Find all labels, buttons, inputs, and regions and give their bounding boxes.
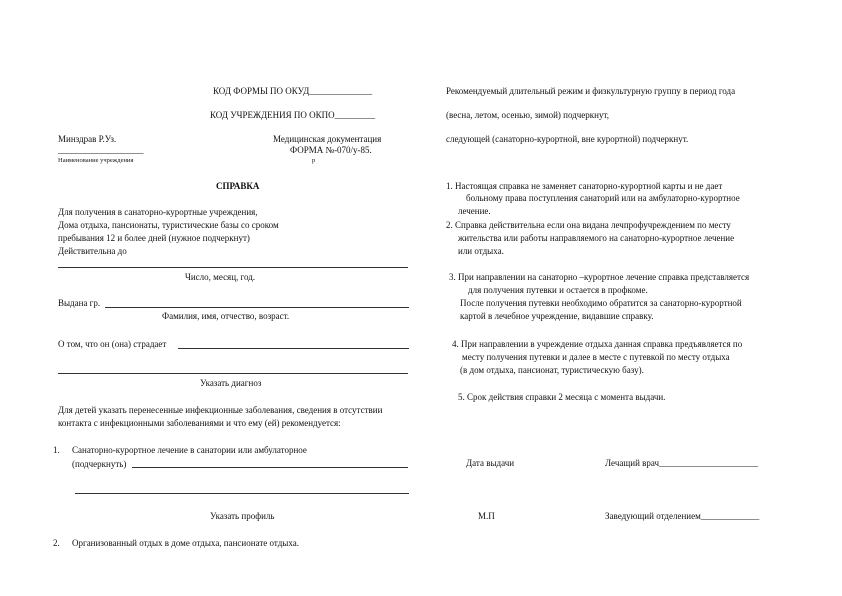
profile-line — [75, 493, 409, 494]
diagnosis-caption: Указать диагноз — [200, 378, 262, 388]
date-caption: Число, месяц, год. — [185, 272, 256, 282]
note-3-line-4: картой в лечебное учреждение, видавшие справку. — [460, 311, 654, 321]
note-2-line-2: жительства или работы направляемого на санаторно-курортное лечение — [458, 233, 735, 243]
purpose-line-1: Для получения в санаторно-курортные учреждения, — [58, 207, 258, 217]
recommended-regime-1: Рекомендуемый длительный режим и физкультурную группу в период года — [446, 86, 736, 96]
item-2-text: Организованный отдых в доме отдыха, пансионате отдыха. — [72, 538, 299, 548]
item-1-number: 1. — [53, 445, 60, 455]
note-2-line-3: или отдыха. — [458, 246, 504, 256]
diagnosis-line-2 — [58, 373, 408, 374]
item-1-underline-note: (подчеркнуть) — [72, 459, 127, 469]
note-2-line-1: 2. Справка действительна если она видана лечпрофучреждением по месту — [446, 220, 731, 230]
note-3-line-3: После получения путевки необходимо обратится за санаторно-курортной — [460, 298, 742, 308]
document-title: СПРАВКА — [216, 181, 260, 191]
institution-caption: Наименование учреждения — [58, 157, 134, 164]
note-4-line-3: (в дом отдыха, пансионат, туристическую базу). — [460, 365, 644, 375]
note-4-line-1: 4. При направлении в учреждение отдыха данная справка предъявляется по — [452, 339, 743, 349]
okud-code: КОД ФОРМЫ ПО ОКУД______________ — [213, 86, 373, 96]
ministry: Минздрав Р.Уз. — [58, 134, 117, 144]
medical-documentation: Медицинская документация — [273, 134, 382, 144]
suffers-label: О том, что он (она) страдает — [58, 339, 167, 349]
note-5-line-1: 5. Срок действия справки 2 месяца с момента выдачи. — [458, 392, 666, 402]
seal-label: М.П — [478, 511, 495, 521]
recommended-regime-2: (весна, летом, осенью, зимой) подчеркнут, — [446, 110, 609, 120]
profile-caption: Указать профиль — [210, 511, 275, 521]
issue-date-label: Дата выдачи — [466, 458, 515, 468]
note-3-line-1: 3. При направлении на санаторно –курортное лечение справка представляется — [449, 272, 750, 282]
item-1-line — [132, 467, 408, 468]
note-1-line-2: больному права поступления санаторий или на амбулаторно-курортное — [466, 193, 740, 203]
note-1-line-3: лечение. — [458, 206, 491, 216]
institution-name-line: ___________________ — [58, 145, 144, 155]
department-head-label: Заведующий отделением_____________ — [605, 511, 760, 521]
valid-until-label: Действительна до — [58, 246, 127, 256]
issued-to-label: Выдана гр. — [58, 298, 101, 308]
note-3-line-2: для получения путевки и остается в профкоме. — [468, 285, 648, 295]
diagnosis-line-1 — [178, 348, 409, 349]
children-text-1: Для детей указать перенесенные инфекционные заболевания, сведения в отсутствии — [58, 405, 383, 415]
form-suffix: р — [312, 157, 316, 164]
okpo-code: КОД УЧРЕЖДЕНИЯ ПО ОКПО_________ — [210, 110, 376, 120]
item-1-text: Санаторно-курортное лечение в санатории или амбулаторное — [72, 445, 307, 455]
recommended-regime-3: следующей (санаторно-курортной, вне курортной) подчеркнут. — [446, 134, 689, 144]
valid-until-line — [58, 267, 408, 268]
issued-to-line — [105, 307, 409, 308]
name-caption: Фамилия, имя, отчество, возраст. — [162, 311, 290, 321]
note-1-line-1: 1. Настоящая справка не заменяет санаторно-курортной карты и не дает — [446, 181, 723, 191]
form-number: ФОРМА №-070/у-85. — [290, 145, 372, 155]
item-2-number: 2. — [53, 538, 60, 548]
note-4-line-2: месту получения путевки и далее в месте с путевкой по месту отдыха — [462, 352, 730, 362]
children-text-2: контакта с инфекционными заболеваниями и что ему (ей) рекомендуется: — [58, 418, 341, 428]
purpose-line-2: Дома отдыха, пансионаты, туристические базы со сроком — [58, 220, 279, 230]
attending-doctor-label: Лечащий врач______________________ — [605, 458, 759, 468]
purpose-line-3: пребывания 12 и более дней (нужное подчеркнут) — [58, 233, 250, 243]
